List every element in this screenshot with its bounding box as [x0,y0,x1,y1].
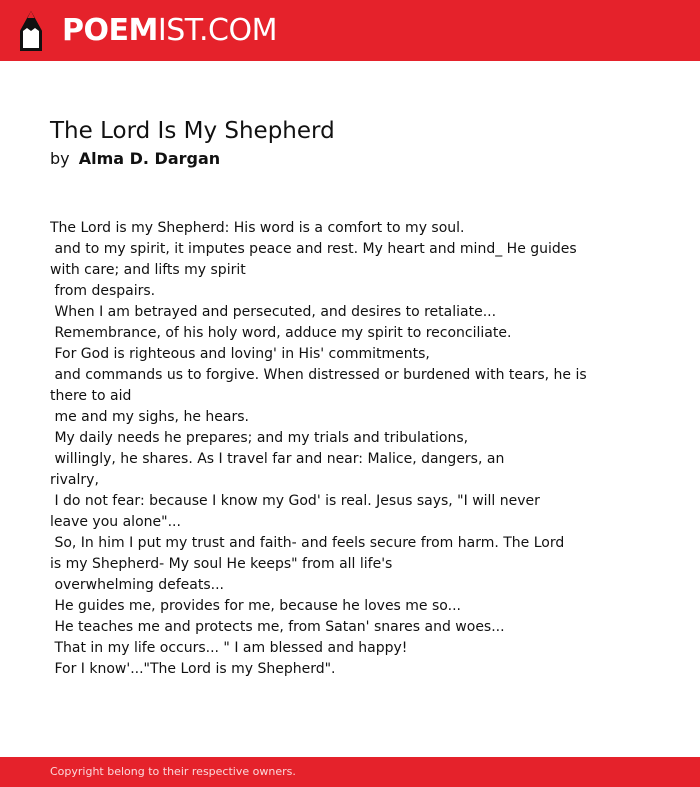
poem-line: He guides me, provides for me, because he loves me so... [50,598,461,614]
site-header [0,0,700,61]
poem-line: and to my spirit, it imputes peace and rest. My heart and mind_ He guides [50,241,577,257]
poem-line: For I know'..."The Lord is my Shepherd". [50,661,336,677]
poem-line: The Lord is my Shepherd: His word is a comfort to my soul. [50,220,465,236]
by-label: by [50,149,70,168]
poem-line: with care; and lifts my spirit [50,262,246,278]
poem-line: So, In him I put my trust and faith- and feels secure from harm. The Lord [50,535,565,551]
poem-line: rivalry, [50,472,99,488]
poem-line: there to aid [50,388,132,404]
byline [50,148,220,170]
logo-bold-text: POEM [62,13,158,48]
poem-line: leave you alone"... [50,514,181,530]
poem-line: He teaches me and protects me, from Satan' snares and woes... [50,619,505,635]
poem-body [50,218,590,680]
poem-line: My daily needs he prepares; and my trials and tribulations, [50,430,469,446]
poem-line: For God is righteous and loving' in His' commitments, [50,346,430,362]
poem-line: willingly, he shares. As I travel far and near: Malice, dangers, an [50,451,505,467]
site-logo-link[interactable] [18,9,277,53]
poem-line: and commands us to forgive. When distressed or burdened with tears, he is [50,367,587,383]
poem-line: me and my sighs, he hears. [50,409,249,425]
logo-light-text: IST.COM [157,13,277,48]
poem-line: from despairs. [50,283,156,299]
poem-line: When I am betrayed and persecuted, and desires to retaliate... [50,304,497,320]
poem-title: The Lord Is My Shepherd [50,118,335,144]
poem-line: overwhelming defeats... [50,577,224,593]
site-logo-text [62,9,277,53]
poem-line: is my Shepherd- My soul He keeps" from all life's [50,556,393,572]
poem-line: That in my life occurs... " I am blessed and happy! [50,640,408,656]
poem-line: I do not fear: because I know my God' is real. Jesus says, "I will never [50,493,540,509]
poem-line: Remembrance, of his holy word, adduce my spirit to reconciliate. [50,325,512,341]
author-link[interactable]: Alma D. Dargan [78,149,221,168]
pencil-icon [18,10,44,52]
copyright-text: Copyright belong to their respective owners. [50,765,296,778]
site-footer [0,757,700,787]
